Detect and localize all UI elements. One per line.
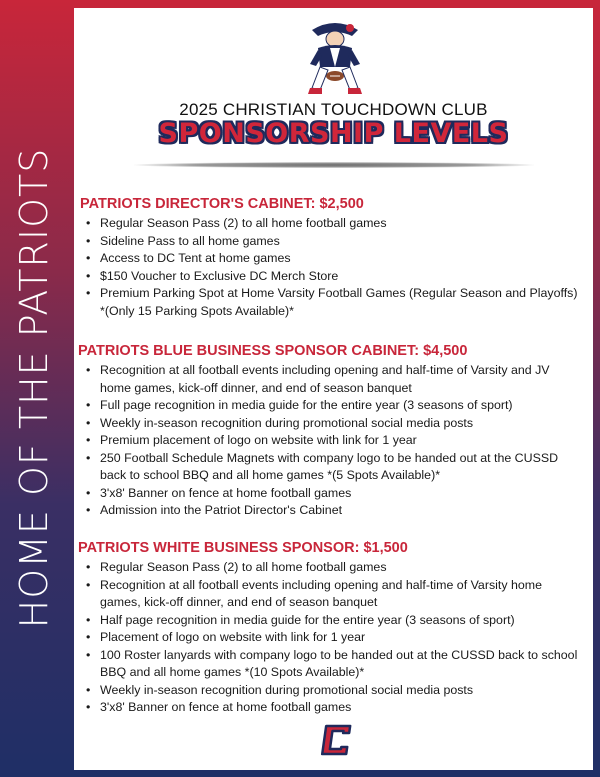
- sponsorship-levels-heading: SPONSORSHIP LEVELS: [158, 118, 509, 149]
- section-title: PATRIOTS BLUE BUSINESS SPONSOR CABINET: $4,500: [78, 343, 468, 359]
- section-white-business-sponsor: [74, 540, 593, 717]
- christian-c-logo-icon: [317, 720, 353, 760]
- list-item: • Recognition at all football events including opening and half-time of Varsity home games, kick-off dinner, and end of season banquet: [100, 577, 583, 612]
- list-item: • 3'x8' Banner on fence at home football games: [100, 699, 583, 717]
- list-item: • 3'x8' Banner on fence at home football games: [100, 485, 583, 503]
- heading-underline: [134, 162, 534, 168]
- list-item: • Regular Season Pass (2) to all home football games: [100, 215, 583, 233]
- section-title: PATRIOTS WHITE BUSINESS SPONSOR: $1,500: [78, 540, 408, 556]
- list-item: • $150 Voucher to Exclusive DC Merch Store: [100, 268, 583, 286]
- club-title: 2025 CHRISTIAN TOUCHDOWN CLUB: [179, 100, 488, 119]
- patriot-mascot-logo: [292, 12, 378, 98]
- list-item: • Recognition at all football events including opening and half-time of Varsity and JV home games, kick-off dinner, and end of season banquet: [100, 362, 583, 397]
- list-item: • Regular Season Pass (2) to all home football games: [100, 559, 583, 577]
- list-item: • Premium Parking Spot at Home Varsity Football Games (Regular Season and Playoffs) *(Only 15 Parking Spots Available)*: [100, 285, 583, 320]
- list-item: • Placement of logo on website with link for 1 year: [100, 629, 583, 647]
- side-title: HOME OF THE PATRIOTS: [12, 147, 56, 629]
- list-item: • Sideline Pass to all home games: [100, 233, 583, 251]
- section-directors-cabinet: [74, 196, 593, 320]
- benefit-list: [74, 215, 593, 320]
- sponsorship-card: [74, 8, 593, 770]
- section-blue-business-sponsor: [74, 343, 593, 520]
- list-item: • Half page recognition in media guide for the entire year (3 seasons of sport): [100, 612, 583, 630]
- list-item: • Premium placement of logo on website with link for 1 year: [100, 432, 583, 450]
- list-item: • Admission into the Patriot Director's Cabinet: [100, 502, 583, 520]
- list-item: • Full page recognition in media guide for the entire year (3 seasons of sport): [100, 397, 583, 415]
- section-title: PATRIOTS DIRECTOR'S CABINET: $2,500: [80, 196, 364, 212]
- list-item: • 100 Roster lanyards with company logo to be handed out at the CUSSD back to school BBQ and all home games *(10 Spots Available)*: [100, 647, 583, 682]
- list-item: • Weekly in-season recognition during promotional social media posts: [100, 415, 583, 433]
- list-item: • Access to DC Tent at home games: [100, 250, 583, 268]
- benefit-list: [74, 559, 593, 717]
- benefit-list: [74, 362, 593, 520]
- list-item: • Weekly in-season recognition during promotional social media posts: [100, 682, 583, 700]
- list-item: • 250 Football Schedule Magnets with company logo to be handed out at the CUSSD back to school BBQ and all home games *(5 Spots Available)*: [100, 450, 583, 485]
